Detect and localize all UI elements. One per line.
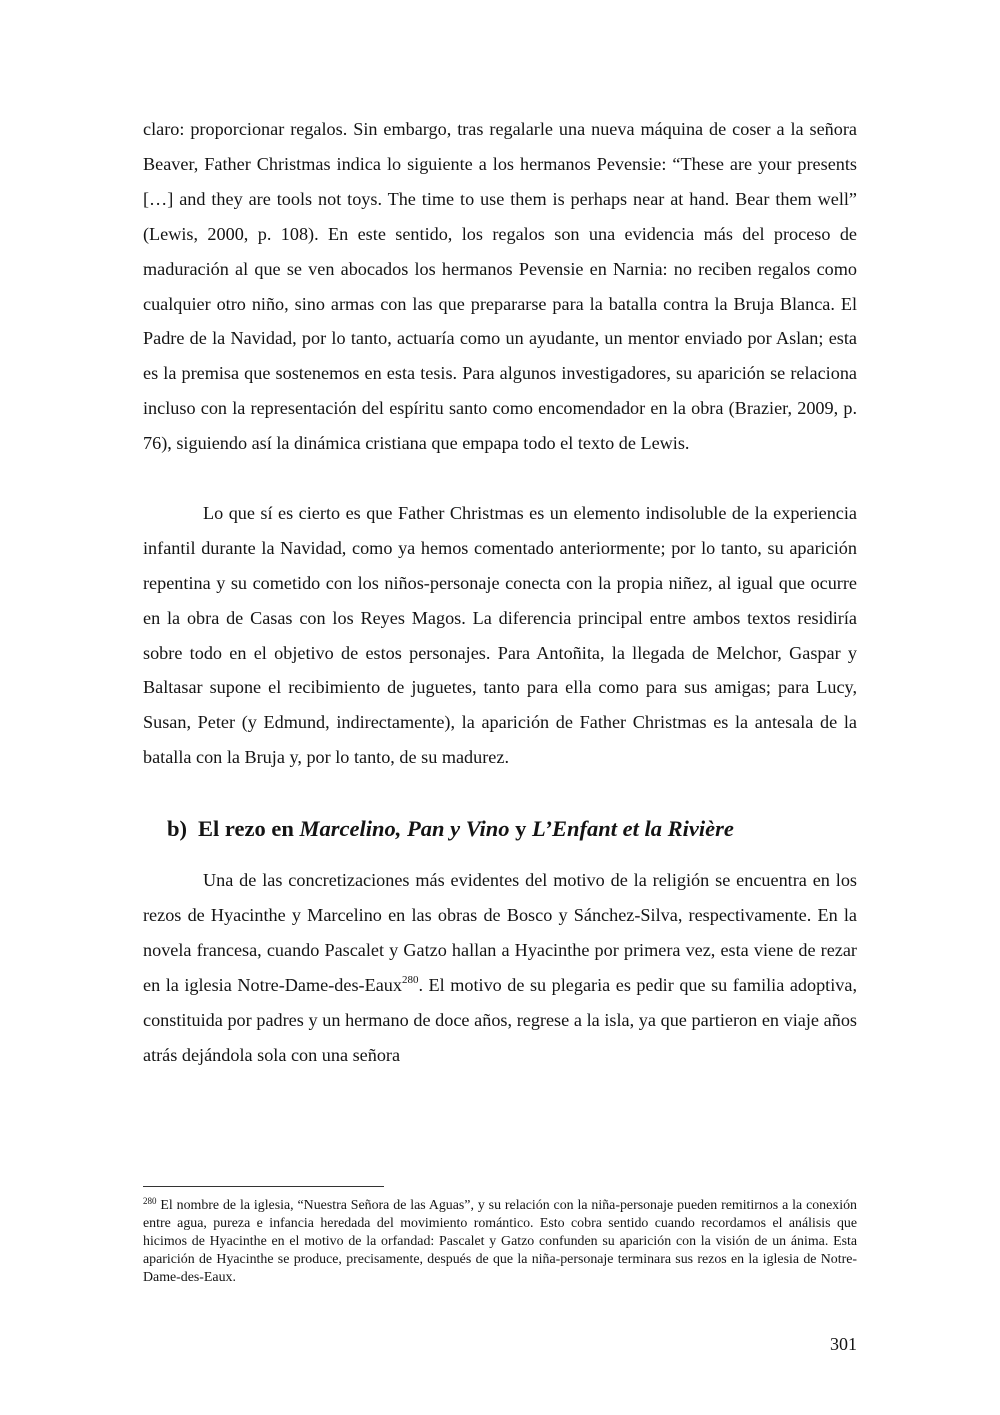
heading-text-mid: y (509, 816, 532, 842)
footnote-separator (143, 1186, 384, 1187)
page-body (143, 112, 857, 1073)
footnote-reference[interactable]: 280 (401, 973, 419, 986)
footnote (143, 1197, 857, 1287)
paragraph-3-text-a: Una de las concretizaciones más evidentes del motivo de la religión se encuentra en los rezos de Hyacinthe y Marcelino en las obras de Bosco y Sánchez-Silva, respectivamente. En la novela francesa, cuando Pascalet y Gatzo hallan a Hyacinthe por primera vez, esta viene de rezar en la iglesia Notre-Dame-des-Eaux (143, 870, 857, 995)
paragraph-3 (143, 863, 857, 1072)
section-number: b) (167, 816, 188, 842)
page-number: 301 (830, 1334, 857, 1354)
paragraph-3-text-b: . El motivo de su plegaria es pedir que su familia adoptiva, constituida por padres y un hermano de doce años, regrese a la isla, ya que partieron en viaje años atrás dejándola sola con una señora (143, 974, 857, 1065)
paragraph-1: claro: proporcionar regalos. Sin embargo, tras regalarle una nueva máquina de coser a la señora Beaver, Father Christmas indica lo siguiente a los hermanos Pevensie: “These are your presents […] and they are tools not toys. The time to use them is perhaps near at hand. Bear them well” (Lewis, 2000, p. 108). En este sentido, los regalos son una evidencia más del proceso de maduración al que se ven abocados los hermanos Pevensie en Narnia: no reciben regalos como cualquier otro niño, sino armas con las que prepararse para la batalla contra la Bruja Blanca. El Padre de la Navidad, por lo tanto, actuaría como un ayudante, un mentor enviado por Aslan; esta es la premisa que sostenemos en esta tesis. Para algunos investigadores, su aparición se relaciona incluso con la representación del espíritu santo como encomendador en la obra (Brazier, 2009, p. 76), siguiendo así la dinámica cristiana que empapa todo el texto de Lewis. (143, 119, 857, 454)
heading-title-1: Marcelino, Pan y Vino (299, 816, 510, 842)
heading-title-2: L’Enfant et la Rivière (531, 816, 734, 842)
footnote-text: El nombre de la iglesia, “Nuestra Señora de las Aguas”, y su relación con la niña-personaje pueden remitirnos a la conexión entre agua, pureza e infancia heredada del movimiento romántico. Esto cobra sentido cuando recordamos el análisis que hicimos de Hyacinthe en el motivo de la orfandad: Pascalet y Gatzo confunden su aparición con la visión de un ánima. Esta aparición de Hyacinthe se produce, precisamente, después de que la niña-personaje terminara sus rezos en la iglesia de Notre-Dame-des-Eaux. (143, 1198, 857, 1286)
section-heading (167, 814, 857, 844)
heading-text-pre: El rezo en (198, 816, 300, 842)
paragraph-2: Lo que sí es cierto es que Father Christmas es un elemento indisoluble de la experiencia infantil durante la Navidad, como ya hemos comentado anteriormente; por lo tanto, su aparición repentina y su cometido con los niños-personaje conecta con la propia niñez, al igual que ocurre en la obra de Casas con los Reyes Magos. La diferencia principal entre ambos textos residiría sobre todo en el objetivo de estos personajes. Para Antoñita, la llegada de Melchor, Gaspar y Baltasar supone el recibimiento de juguetes, tanto para ella como para sus amigas; para Lucy, Susan, Peter (y Edmund, indirectamente), la aparición de Father Christmas es la antesala de la batalla con la Bruja y, por lo tanto, de su madurez. (143, 502, 857, 768)
footnote-number: 280 (143, 1196, 157, 1206)
